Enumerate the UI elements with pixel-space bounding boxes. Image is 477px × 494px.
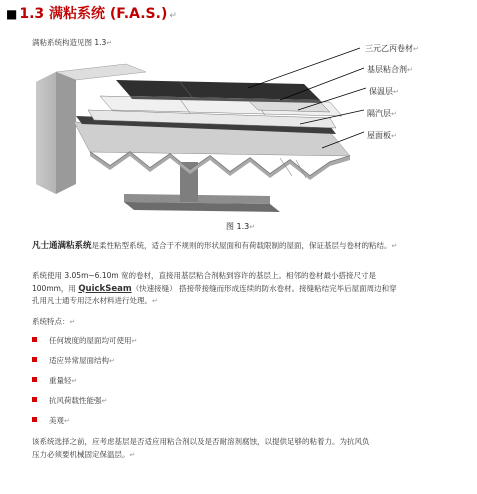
quickseam-term: QuickSeam [78, 283, 132, 294]
paragraph-system-intro: 凡士通满粘系统是柔性粘型系统，适合于不规则的形状屋面和有荷载限制的屋面，保证基层与卷材的粘结。↵ [32, 241, 398, 251]
heading-number: 1.3 [19, 6, 45, 22]
list-item: 抗风荷载性能强↵ [32, 395, 107, 406]
label-epdm-membrane: 三元乙丙卷材↵ [365, 44, 419, 53]
list-item: 重量轻↵ [32, 375, 77, 386]
features-title: 系统特点：↵ [32, 317, 76, 326]
label-bonding-adhesive: 基层粘合剂↵ [367, 65, 413, 74]
section-heading [6, 3, 177, 23]
bullet-square-icon [32, 357, 37, 362]
bullet-square-icon [32, 417, 37, 422]
bullet-square-icon [32, 397, 37, 402]
heading-bullet: ■ [6, 7, 18, 21]
label-roof-deck: 屋面板↵ [367, 131, 397, 140]
heading-title: 满粘系统 (F.A.S.) [49, 6, 168, 22]
paragraph-selection-note: 该系统选择之前，应考虑基层是否适应用粘合剂以及是否耐溶剂腐蚀，以提供足够的粘着力。为抗风负 压力必须要机械固定保温层。↵ [32, 437, 370, 459]
paragraph-installation: 系统使用 3.05m~6.10m 宽的卷材，直接用基层粘合剂粘到容许的基层上。相邻的卷材最小搭接尺寸是 100mm，用 QuickSeam（快速接缝） 搭接带接缝而形成连续的防水卷材。接缝粘结完毕后屋面周边和穿 孔用凡士通专用泛水材料进行处理。↵ [32, 271, 397, 305]
paragraph-mark: ↵ [106, 39, 113, 47]
system-name: 凡士通满粘系统 [32, 241, 92, 251]
bullet-square-icon [32, 337, 37, 342]
figure-intro-text: 满粘系统构造见图 1.3 [32, 38, 107, 47]
label-insulation: 保温层↵ [369, 87, 399, 96]
label-vapor-retarder: 隔汽层↵ [367, 109, 397, 118]
bullet-square-icon [32, 377, 37, 382]
list-item: 适应异常屋面结构↵ [32, 355, 115, 366]
paragraph-mark: ↵ [169, 11, 177, 21]
list-item: 任何坡度的屋面均可使用↵ [32, 335, 137, 346]
list-item: 美观↵ [32, 415, 70, 426]
figure-caption: 图 1.3↵ [226, 222, 256, 231]
